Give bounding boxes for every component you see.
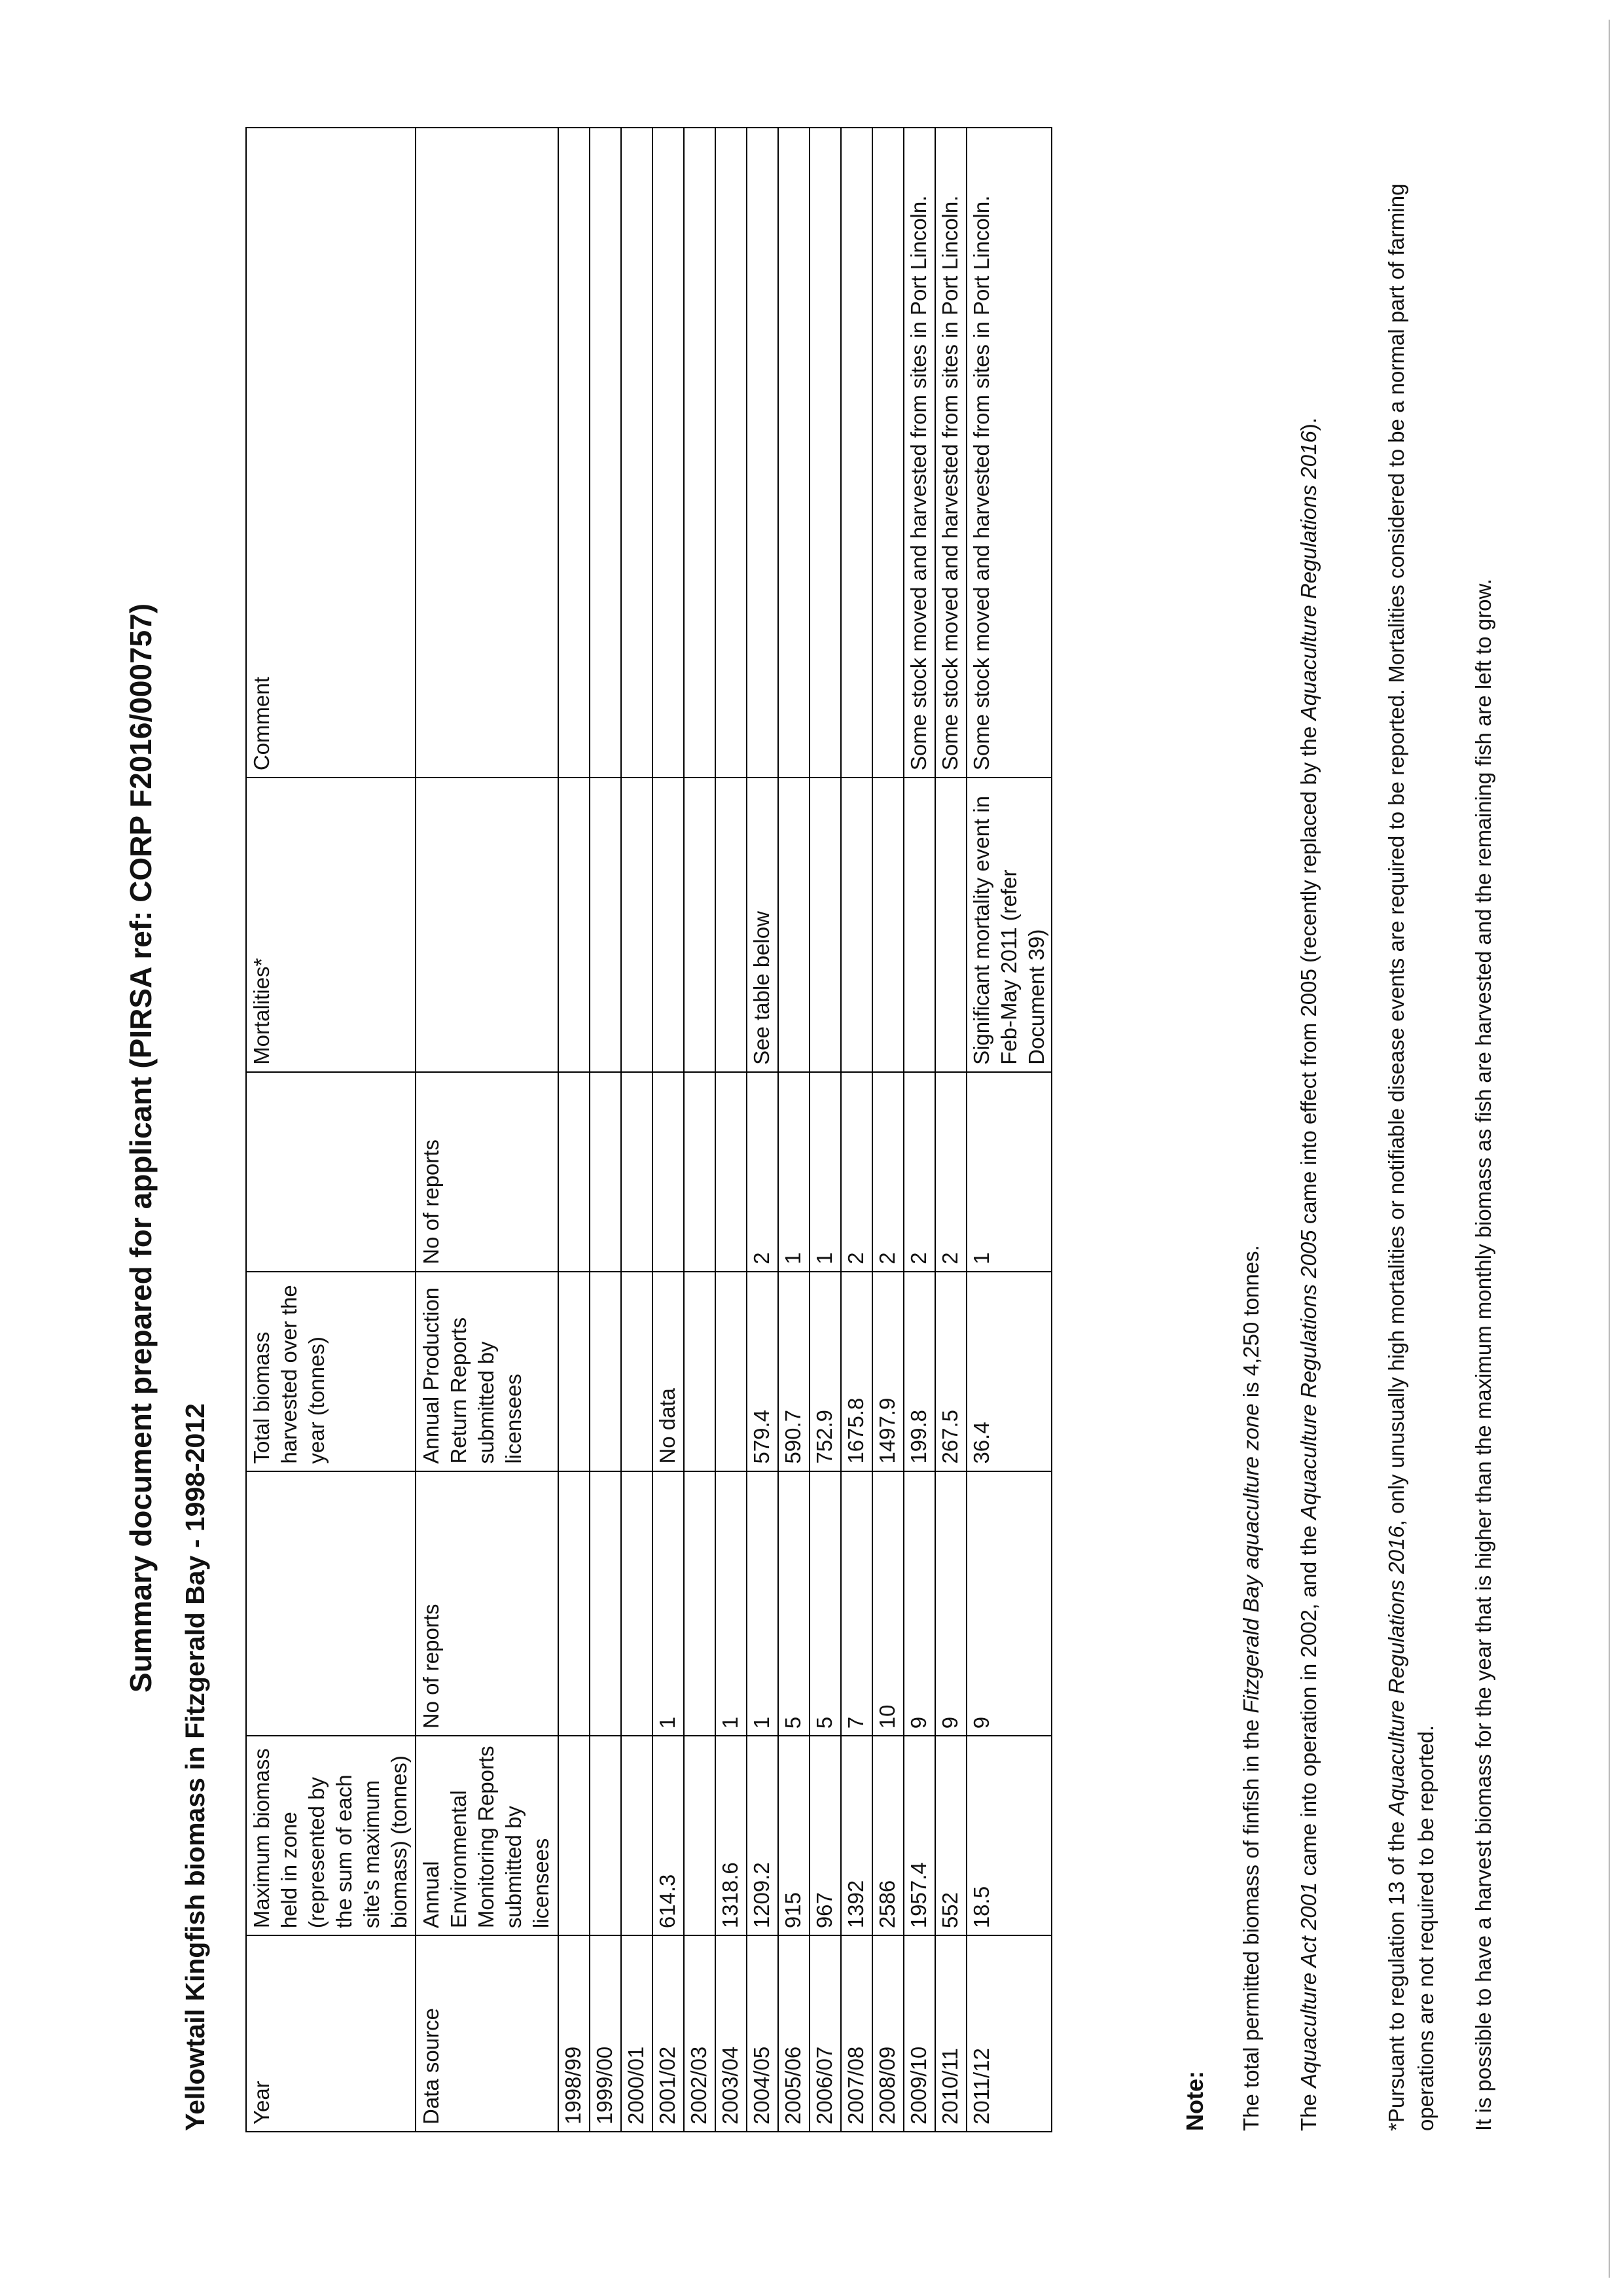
cell-max-biomass: [590, 1736, 621, 1935]
table-row: [935, 128, 967, 2132]
cell-total-biomass: 267.5: [935, 1272, 967, 1471]
header-cell-reports-a: [246, 1471, 416, 1736]
cell-mortalities: [684, 778, 715, 1072]
cell-comment: [558, 128, 590, 778]
cell-comment: [621, 128, 652, 778]
cell-reports-b: 2: [935, 1072, 967, 1272]
cell-total-biomass: No data: [652, 1272, 684, 1471]
cell-total-biomass: [558, 1272, 590, 1471]
cell-mortalities: [558, 778, 590, 1072]
cell-reports-b: 1: [810, 1072, 841, 1272]
cell-max-biomass: 1392: [841, 1736, 872, 1935]
cell-comment: [778, 128, 810, 778]
cell-reports-a: 9: [904, 1471, 935, 1736]
cell-year: 2001/02: [652, 1935, 684, 2132]
header-cell-reports-b: [246, 1072, 416, 1272]
cell-reports-b: [715, 1072, 747, 1272]
cell-mortalities: [778, 778, 810, 1072]
cell-max-biomass: [621, 1736, 652, 1935]
cell-max-biomass: 614.3: [652, 1736, 684, 1935]
cell-max-biomass: 2586: [872, 1736, 904, 1935]
biomass-table: [245, 127, 1052, 2132]
cell-max-biomass: 18.5: [967, 1736, 1052, 1935]
table-row: [841, 128, 872, 2132]
cell-year: 2009/10: [904, 1935, 935, 2132]
cell-comment: [715, 128, 747, 778]
cell-reports-b: 2: [872, 1072, 904, 1272]
cell-reports-b: [684, 1072, 715, 1272]
table-title: Yellowtail Kingfish biomass in Fitzgerald Bay - 1998-2012: [180, 1403, 210, 2131]
scan-edge-line: [1609, 20, 1610, 2278]
cell-max-biomass: [558, 1736, 590, 1935]
table-row: [810, 128, 841, 2132]
cell-total-biomass: [684, 1272, 715, 1471]
table-row: [967, 128, 1052, 2132]
cell-max-biomass: [684, 1736, 715, 1935]
cell-year: 1999/00: [590, 1935, 621, 2132]
cell-reports-a: 9: [935, 1471, 967, 1736]
table-row: [715, 128, 747, 2132]
cell-reports-a: [621, 1471, 652, 1736]
cell-max-biomass: 552: [935, 1736, 967, 1935]
cell-year: 2000/01: [621, 1935, 652, 2132]
cell-reports-a: 5: [810, 1471, 841, 1736]
cell-mortalities: [621, 778, 652, 1072]
cell-reports-b: 2: [904, 1072, 935, 1272]
cell-comment: Some stock moved and harvested from sites in Port Lincoln.: [935, 128, 967, 778]
cell-reports-a: 1: [747, 1471, 778, 1736]
cell-comment: [841, 128, 872, 778]
header-cell-year-label: Data source: [416, 1935, 558, 2132]
cell-mortalities: [652, 778, 684, 1072]
cell-mortalities: [590, 778, 621, 1072]
cell-reports-b: [652, 1072, 684, 1272]
cell-comment: [684, 128, 715, 778]
cell-total-biomass: 1497.9: [872, 1272, 904, 1471]
document-title: Summary document prepared for applicant (PIRSA ref: CORP F2016/000757): [124, 603, 158, 1693]
cell-mortalities: [935, 778, 967, 1072]
cell-year: 2008/09: [872, 1935, 904, 2132]
header-row: [246, 128, 416, 2132]
cell-reports-a: [684, 1471, 715, 1736]
table-row: [652, 128, 684, 2132]
cell-comment: Some stock moved and harvested from sites in Port Lincoln.: [967, 128, 1052, 778]
cell-comment: Some stock moved and harvested from sites in Port Lincoln.: [904, 128, 935, 778]
cell-reports-a: [558, 1471, 590, 1736]
cell-comment: [810, 128, 841, 778]
cell-year: 2004/05: [747, 1935, 778, 2132]
cell-total-biomass: [621, 1272, 652, 1471]
cell-total-biomass: [590, 1272, 621, 1471]
cell-year: 2007/08: [841, 1935, 872, 2132]
header-cell-reports-b: No of reports: [416, 1072, 558, 1272]
header-cell-mortalities: [416, 778, 558, 1072]
cell-year: 2003/04: [715, 1935, 747, 2132]
cell-year: 2006/07: [810, 1935, 841, 2132]
table-row: [872, 128, 904, 2132]
cell-total-biomass: 579.4: [747, 1272, 778, 1471]
cell-total-biomass: 752.9: [810, 1272, 841, 1471]
cell-reports-a: 10: [872, 1471, 904, 1736]
cell-reports-a: 1: [652, 1471, 684, 1736]
cell-total-biomass: 36.4: [967, 1272, 1052, 1471]
cell-mortalities: See table below: [747, 778, 778, 1072]
header-cell-total-biomass: Total biomass harvested over the year (tonnes): [246, 1272, 416, 1471]
cell-comment: [652, 128, 684, 778]
header-cell-comment: [416, 128, 558, 778]
cell-year: 2005/06: [778, 1935, 810, 2132]
table-row: [684, 128, 715, 2132]
table-row: [590, 128, 621, 2132]
cell-reports-b: [558, 1072, 590, 1272]
table-row: [558, 128, 590, 2132]
header-row: [416, 128, 558, 2132]
cell-reports-b: 2: [747, 1072, 778, 1272]
cell-total-biomass: 590.7: [778, 1272, 810, 1471]
note-harvest-biomass: It is possible to have a harvest biomass for the year that is higher than the maximum monthly biomass as fish are harvested and the remaining fish are left to grow.: [1471, 579, 1495, 2131]
cell-year: 2002/03: [684, 1935, 715, 2132]
cell-year: 2010/11: [935, 1935, 967, 2132]
cell-mortalities: [872, 778, 904, 1072]
cell-reports-a: [590, 1471, 621, 1736]
cell-max-biomass: 1957.4: [904, 1736, 935, 1935]
table-row: [621, 128, 652, 2132]
cell-reports-b: 2: [841, 1072, 872, 1272]
cell-mortalities: [904, 778, 935, 1072]
header-cell-max-biomass: Maximum biomass held in zone (represented by the sum of each site's maximum biomass) (tonnes): [246, 1736, 416, 1935]
header-cell-year-label: Year: [246, 1935, 416, 2132]
note-heading: Note:: [1181, 2071, 1208, 2131]
cell-reports-b: [621, 1072, 652, 1272]
cell-comment: [590, 128, 621, 778]
table-row: [778, 128, 810, 2132]
cell-max-biomass: 967: [810, 1736, 841, 1935]
header-cell-mortalities: Mortalities*: [246, 778, 416, 1072]
cell-max-biomass: 1209.2: [747, 1736, 778, 1935]
cell-mortalities: Significant mortality event in Feb-May 2011 (refer Document 39): [967, 778, 1052, 1072]
cell-max-biomass: 1318.6: [715, 1736, 747, 1935]
cell-mortalities: [810, 778, 841, 1072]
cell-mortalities: [715, 778, 747, 1072]
table-row: [747, 128, 778, 2132]
cell-comment: [872, 128, 904, 778]
cell-comment: [747, 128, 778, 778]
header-cell-comment: Comment: [246, 128, 416, 778]
table-row: [904, 128, 935, 2132]
cell-reports-b: 1: [967, 1072, 1052, 1272]
cell-reports-b: [590, 1072, 621, 1272]
cell-total-biomass: [715, 1272, 747, 1471]
cell-total-biomass: 199.8: [904, 1272, 935, 1471]
cell-reports-a: 1: [715, 1471, 747, 1736]
cell-mortalities: [841, 778, 872, 1072]
header-cell-reports-a: No of reports: [416, 1471, 558, 1736]
note-permitted-biomass: The total permitted biomass of finfish in the Fitzgerald Bay aquaculture zone is 4,250 tonnes.: [1239, 1245, 1263, 2131]
header-cell-total-biomass: Annual Production Return Reports submitted by licensees: [416, 1272, 558, 1471]
cell-total-biomass: 1675.8: [841, 1272, 872, 1471]
cell-reports-a: 7: [841, 1471, 872, 1736]
note-legislation: The Aquaculture Act 2001 came into operation in 2002, and the Aquaculture Regulations 2005 came into effect from 2005 (recently replaced by the Aquaculture Regulations 2016).: [1296, 418, 1321, 2131]
cell-reports-a: 5: [778, 1471, 810, 1736]
cell-year: 1998/99: [558, 1935, 590, 2132]
cell-year: 2011/12: [967, 1935, 1052, 2132]
note-mortalities: *Pursuant to regulation 13 of the Aquaculture Regulations 2016, only unusually high mortalities or notifiable disease events are required to be reported. Mortalities considered to be a normal part of farming operations are not required to be reported.: [1384, 183, 1438, 2131]
header-cell-max-biomass: Annual Environmental Monitoring Reports submitted by licensees: [416, 1736, 558, 1935]
cell-reports-b: 1: [778, 1072, 810, 1272]
cell-max-biomass: 915: [778, 1736, 810, 1935]
cell-reports-a: 9: [967, 1471, 1052, 1736]
